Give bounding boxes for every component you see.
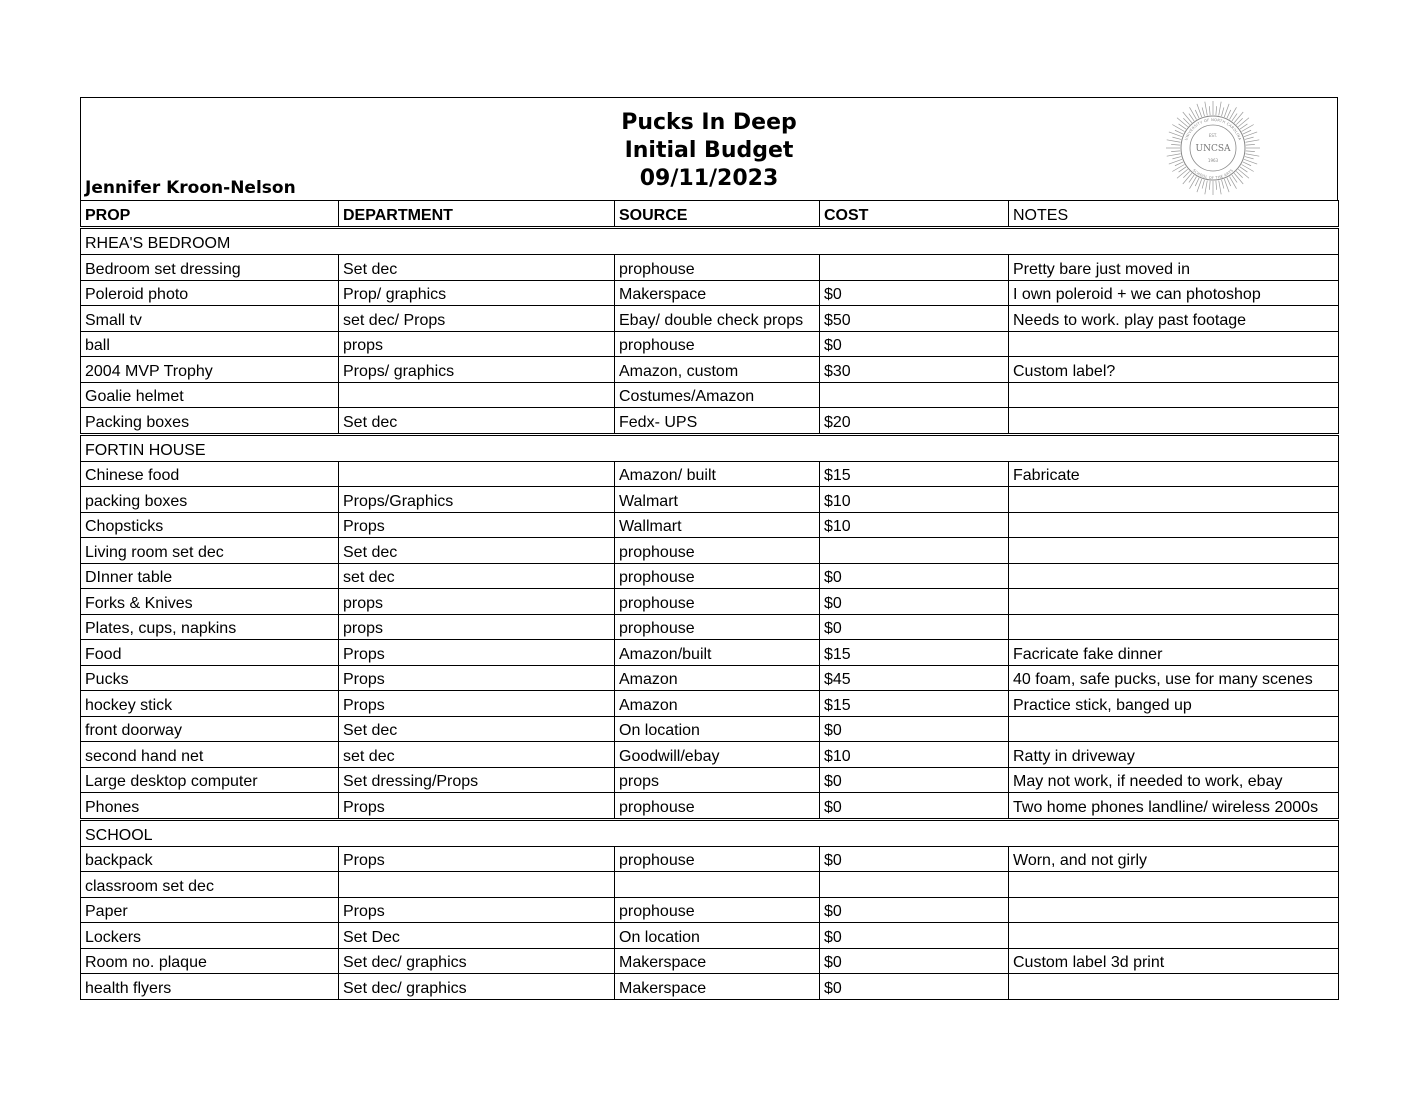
source-cell: prophouse [615,255,820,281]
table-row [81,846,1339,872]
column-header: COST [820,201,1009,228]
prop-cell: Room no. plaque [81,948,339,974]
source-cell: Makerspace [615,280,820,306]
cost-cell: $10 [820,487,1009,513]
prop-cell: 2004 MVP Trophy [81,357,339,383]
notes-cell: Two home phones landline/ wireless 2000s [1009,793,1339,820]
prop-cell: DInner table [81,563,339,589]
cost-cell: $0 [820,331,1009,357]
table-row [81,742,1339,768]
source-cell: prophouse [615,331,820,357]
prop-cell: backpack [81,846,339,872]
cost-cell: $0 [820,793,1009,820]
prop-cell: Small tv [81,306,339,332]
department-cell: Set Dec [339,923,615,949]
table-row [81,255,1339,281]
department-cell: Set dec [339,408,615,435]
document-date: 09/11/2023 [639,166,779,191]
column-header-row [81,201,1339,228]
cost-cell [820,872,1009,898]
source-cell [615,872,820,898]
prop-cell: classroom set dec [81,872,339,898]
seal-est: EST. [1208,133,1218,138]
budget-table [80,200,1339,1000]
cost-cell: $0 [820,563,1009,589]
prop-cell: Packing boxes [81,408,339,435]
department-cell: Props [339,665,615,691]
prop-cell: Large desktop computer [81,767,339,793]
department-cell: Prop/ graphics [339,280,615,306]
column-header: DEPARTMENT [339,201,615,228]
table-row [81,357,1339,383]
source-cell: Amazon, custom [615,357,820,383]
notes-cell [1009,716,1339,742]
department-cell [339,382,615,408]
cost-cell: $0 [820,280,1009,306]
author-name: Jennifer Kroon-Nelson [85,178,296,198]
cost-cell: $0 [820,923,1009,949]
cost-cell: $15 [820,691,1009,717]
department-cell: set dec [339,742,615,768]
department-cell [339,461,615,487]
notes-cell [1009,614,1339,640]
prop-cell: Food [81,640,339,666]
notes-cell: Needs to work. play past footage [1009,306,1339,332]
prop-cell: Bedroom set dressing [81,255,339,281]
notes-cell: Fabricate [1009,461,1339,487]
source-cell: prophouse [615,589,820,615]
prop-cell: Pucks [81,665,339,691]
cost-cell: $0 [820,716,1009,742]
table-row [81,331,1339,357]
notes-cell: Facricate fake dinner [1009,640,1339,666]
source-cell: Walmart [615,487,820,513]
seal-bottom-arc: SCHOOL OF THE ARTS [1191,168,1235,181]
department-cell: Props [339,793,615,820]
prop-cell: front doorway [81,716,339,742]
budget-sheet [80,97,1338,1000]
column-header: SOURCE [615,201,820,228]
column-header: NOTES [1009,201,1339,228]
department-cell: Set dressing/Props [339,767,615,793]
source-cell: Amazon [615,665,820,691]
document-subtitle: Initial Budget [624,138,794,163]
department-cell: set dec [339,563,615,589]
prop-cell: ball [81,331,339,357]
source-cell: props [615,767,820,793]
source-cell: Wallmart [615,512,820,538]
prop-cell: Phones [81,793,339,820]
department-cell: Set dec [339,716,615,742]
department-cell: props [339,331,615,357]
source-cell: prophouse [615,846,820,872]
cost-cell: $0 [820,897,1009,923]
cost-cell: $10 [820,742,1009,768]
table-row [81,872,1339,898]
source-cell: Amazon/ built [615,461,820,487]
seal-year: 1963 [1207,158,1219,163]
department-cell: props [339,614,615,640]
notes-cell [1009,382,1339,408]
notes-cell [1009,872,1339,898]
uncsa-seal-icon [1163,100,1263,196]
source-cell: Ebay/ double check props [615,306,820,332]
table-row [81,923,1339,949]
source-cell: Amazon/built [615,640,820,666]
prop-cell: Chinese food [81,461,339,487]
table-row [81,563,1339,589]
seal-top-arc: UNIVERSITY OF NORTH CAROLINA [1184,117,1242,141]
prop-cell: Forks & Knives [81,589,339,615]
table-row [81,461,1339,487]
notes-cell [1009,589,1339,615]
table-row [81,767,1339,793]
source-cell: Makerspace [615,948,820,974]
cost-cell [820,538,1009,564]
cost-cell: $15 [820,461,1009,487]
column-header: PROP [81,201,339,228]
source-cell: prophouse [615,793,820,820]
cost-cell [820,255,1009,281]
source-cell: Costumes/Amazon [615,382,820,408]
prop-cell: Plates, cups, napkins [81,614,339,640]
department-cell: Props [339,512,615,538]
department-cell [339,872,615,898]
notes-cell [1009,487,1339,513]
table-row [81,280,1339,306]
table-row [81,512,1339,538]
notes-cell: Worn, and not girly [1009,846,1339,872]
notes-cell [1009,331,1339,357]
table-row [81,793,1339,820]
cost-cell: $0 [820,974,1009,1000]
source-cell: Goodwill/ebay [615,742,820,768]
department-cell: Set dec [339,538,615,564]
prop-cell: hockey stick [81,691,339,717]
table-row [81,974,1339,1000]
notes-cell [1009,538,1339,564]
source-cell: On location [615,923,820,949]
cost-cell: $0 [820,767,1009,793]
source-cell: Fedx- UPS [615,408,820,435]
prop-cell: Poleroid photo [81,280,339,306]
source-cell: Makerspace [615,974,820,1000]
cost-cell: $0 [820,614,1009,640]
prop-cell: Goalie helmet [81,382,339,408]
cost-cell: $0 [820,846,1009,872]
table-row [81,589,1339,615]
table-row [81,487,1339,513]
source-cell: Amazon [615,691,820,717]
department-cell: props [339,589,615,615]
cost-cell: $50 [820,306,1009,332]
department-cell: Set dec [339,255,615,281]
table-row [81,691,1339,717]
section-title: SCHOOL [81,819,1339,846]
notes-cell: Practice stick, banged up [1009,691,1339,717]
table-row [81,408,1339,435]
cost-cell: $10 [820,512,1009,538]
notes-cell [1009,897,1339,923]
notes-cell: I own poleroid + we can photoshop [1009,280,1339,306]
table-row [81,665,1339,691]
section-title: RHEA'S BEDROOM [81,228,1339,255]
cost-cell: $20 [820,408,1009,435]
notes-cell: Pretty bare just moved in [1009,255,1339,281]
notes-cell: 40 foam, safe pucks, use for many scenes [1009,665,1339,691]
prop-cell: packing boxes [81,487,339,513]
notes-cell: May not work, if needed to work, ebay [1009,767,1339,793]
prop-cell: Lockers [81,923,339,949]
prop-cell: second hand net [81,742,339,768]
document-title: Pucks In Deep [621,110,797,135]
section-title: FORTIN HOUSE [81,434,1339,461]
cost-cell: $30 [820,357,1009,383]
prop-cell: Living room set dec [81,538,339,564]
notes-cell: Ratty in driveway [1009,742,1339,768]
notes-cell [1009,408,1339,435]
notes-cell [1009,923,1339,949]
seal-center-text: UNCSA [1195,144,1231,154]
source-cell: prophouse [615,614,820,640]
table-row [81,948,1339,974]
cost-cell [820,382,1009,408]
department-cell: Set dec/ graphics [339,948,615,974]
prop-cell: Paper [81,897,339,923]
table-row [81,538,1339,564]
table-row [81,897,1339,923]
department-cell: Props [339,897,615,923]
cost-cell: $0 [820,589,1009,615]
cost-cell: $15 [820,640,1009,666]
table-row [81,640,1339,666]
prop-cell: health flyers [81,974,339,1000]
notes-cell [1009,512,1339,538]
section-header-row [81,819,1339,846]
table-row [81,306,1339,332]
department-cell: set dec/ Props [339,306,615,332]
notes-cell: Custom label? [1009,357,1339,383]
department-cell: Props/Graphics [339,487,615,513]
source-cell: prophouse [615,897,820,923]
department-cell: Props [339,846,615,872]
sheet-header [80,97,1338,200]
source-cell: prophouse [615,563,820,589]
department-cell: Set dec/ graphics [339,974,615,1000]
department-cell: Props [339,640,615,666]
section-header-row [81,434,1339,461]
cost-cell: $0 [820,948,1009,974]
department-cell: Props [339,691,615,717]
source-cell: prophouse [615,538,820,564]
table-row [81,716,1339,742]
table-row [81,614,1339,640]
cost-cell: $45 [820,665,1009,691]
section-header-row [81,228,1339,255]
table-row [81,382,1339,408]
notes-cell [1009,563,1339,589]
notes-cell: Custom label 3d print [1009,948,1339,974]
notes-cell [1009,974,1339,1000]
prop-cell: Chopsticks [81,512,339,538]
department-cell: Props/ graphics [339,357,615,383]
source-cell: On location [615,716,820,742]
